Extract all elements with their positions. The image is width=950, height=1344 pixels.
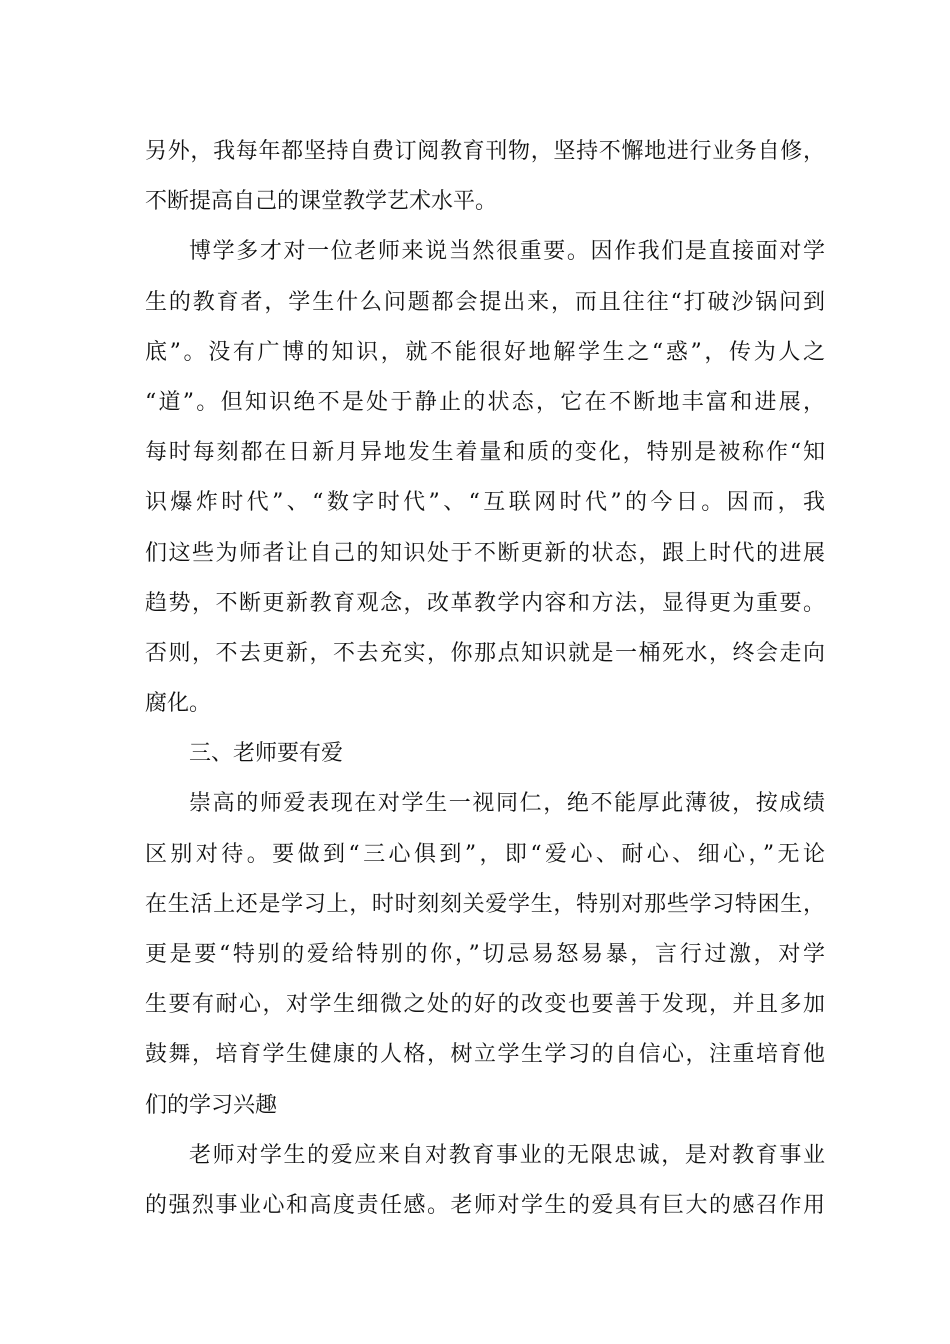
text-line: 的强烈事业心和高度责任感。老师对学生的爱具有巨大的感召作用	[145, 1192, 825, 1218]
text-line: 不断提高自己的课堂教学艺术水平。	[145, 189, 498, 215]
text-line: 在生活上还是学习上，时时刻刻关爱学生，特别对那些学习特困生，	[145, 891, 825, 917]
text-line: 更是要“特别的爱给特别的你，”切忌易怒易暴，言行过激，对学	[145, 942, 825, 967]
text-line: 区别对待。要做到“三心俱到”，即“爱心、耐心、细心，”无论	[145, 841, 825, 867]
section-heading: 三、老师要有爱	[189, 741, 344, 767]
text-line: 否则，不去更新，不去充实，你那点知识就是一桶死水，终会走向	[145, 640, 825, 666]
text-line: “道”。但知识绝不是处于静止的状态，它在不断地丰富和进展，	[145, 389, 825, 415]
text-line: 崇高的师爱表现在对学生一视同仁，绝不能厚此薄彼，按成绩	[189, 791, 825, 817]
text-line: 博学多才对一位老师来说当然很重要。因作我们是直接面对学	[189, 239, 825, 265]
text-line: 腐化。	[145, 691, 212, 717]
text-line: 生的教育者，学生什么问题都会提出来，而且往往“打破沙锅问到	[145, 289, 825, 315]
text-line: 生要有耐心，对学生细微之处的好的改变也要善于发现，并且多加	[145, 992, 825, 1018]
text-line: 们的学习兴趣	[145, 1092, 278, 1118]
body-text	[145, 127, 825, 1231]
text-line: 每时每刻都在日新月异地发生着量和质的变化，特别是被称作“知	[145, 440, 825, 466]
text-line: 老师对学生的爱应来自对教育事业的无限忠诚，是对教育事业	[189, 1142, 825, 1168]
text-line: 识爆炸时代”、“数字时代”、“互联网时代”的今日。因而，我	[145, 490, 825, 516]
text-line: 趋势，不断更新教育观念，改革教学内容和方法，显得更为重要。	[145, 590, 825, 616]
text-line: 底”。没有广博的知识，就不能很好地解学生之“惑”，传为人之	[145, 339, 825, 365]
text-line: 们这些为师者让自己的知识处于不断更新的状态，跟上时代的进展	[145, 540, 825, 566]
text-line: 另外，我每年都坚持自费订阅教育刊物，坚持不懈地进行业务自修，	[145, 139, 825, 164]
text-line: 鼓舞，培育学生健康的人格，树立学生学习的自信心，注重培育他	[145, 1042, 825, 1068]
